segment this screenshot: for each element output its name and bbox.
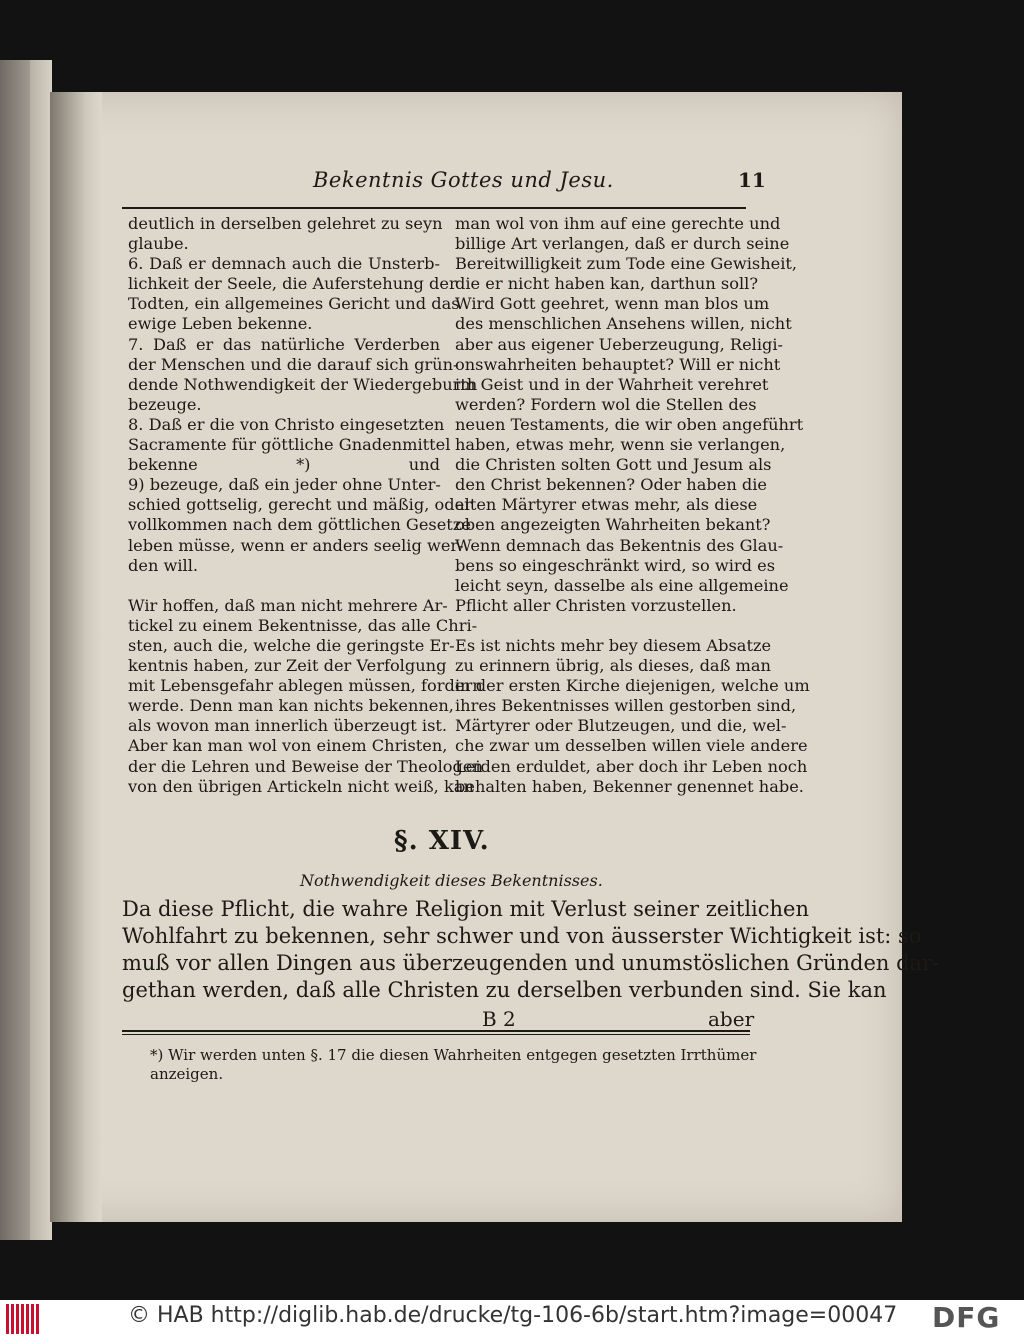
section-body xyxy=(122,896,940,1004)
right-column-line: die Christen solten Gott und Jesum als xyxy=(455,455,772,475)
page-number: 11 xyxy=(738,168,766,192)
right-column-line: che zwar um desselben willen viele andere xyxy=(455,736,808,756)
left-column-line: werde. Denn man kan nichts bekennen, xyxy=(128,696,454,716)
running-head: Bekentnis Gottes und Jesu. xyxy=(313,168,614,192)
left-column-line: 6. Daß er demnach auch die Unsterb- xyxy=(128,254,440,274)
right-column-line: bens so eingeschränkt wird, so wird es xyxy=(455,555,776,575)
section-body-line: gethan werden, daß alle Christen zu derselben verbunden sind. Sie kan xyxy=(122,978,887,1002)
right-column-line: haben, etwas mehr, wenn sie verlangen, xyxy=(455,435,786,455)
left-column-line: vollkommen nach dem göttlichen Gesetze xyxy=(128,515,471,535)
right-column-line: aber aus eigener Ueberzeugung, Religi- xyxy=(455,334,784,354)
left-column-line: ewige Leben bekenne. xyxy=(128,314,313,334)
footnote-rule-top xyxy=(122,1030,750,1032)
left-column-line: leben müsse, wenn er anders seelig wer- xyxy=(128,535,464,555)
left-column-line: schied gottselig, gerecht und mäßig, oder xyxy=(128,495,472,515)
left-column-line: 8. Daß er die von Christo eingesetzten xyxy=(128,414,445,434)
left-column-line: der die Lehren und Beweise der Theologen xyxy=(128,756,483,776)
right-column-line: den Christ bekennen? Oder haben die xyxy=(455,475,768,495)
left-column-line: 9) bezeuge, daß ein jeder ohne Unter- xyxy=(128,475,441,495)
right-column-line: billige Art verlangen, daß er durch seine xyxy=(455,234,790,254)
left-column-line xyxy=(128,576,440,596)
right-column xyxy=(455,214,810,797)
right-column-line xyxy=(455,616,752,636)
right-column-line: Wenn demnach das Bekentnis des Glau- xyxy=(455,535,784,555)
left-column-line: Todten, ein allgemeines Gericht und das xyxy=(128,294,460,314)
right-column-line: werden? Fordern wol die Stellen des xyxy=(455,394,757,414)
left-column-line: mit Lebensgefahr ablegen müssen, fordern xyxy=(128,676,483,696)
right-column-line: Pflicht aller Christen vorzustellen. xyxy=(455,595,737,615)
right-column-line: oben angezeigten Wahrheiten bekant? xyxy=(455,515,771,535)
right-column-line: onswahrheiten behauptet? Will er nicht xyxy=(455,354,781,374)
right-column-line: des menschlichen Ansehens willen, nicht xyxy=(455,314,792,334)
page-gutter-shadow xyxy=(50,92,102,1222)
left-column-line: Aber kan man wol von einem Christen, xyxy=(128,736,448,756)
right-column-line: in der ersten Kirche diejenigen, welche um xyxy=(455,676,810,696)
right-column-line: Bereitwilligkeit zum Tode eine Gewisheit, xyxy=(455,254,798,274)
previous-page-margin xyxy=(30,60,52,1240)
right-column-line: ihres Bekentnisses willen gestorben sind, xyxy=(455,696,797,716)
left-column-line: bezeuge. xyxy=(128,394,202,414)
right-column-line: Wird Gott geehret, wenn man blos um xyxy=(455,294,770,314)
left-column-line: dende Nothwendigkeit der Wiedergeburth xyxy=(128,374,478,394)
head-rule xyxy=(122,207,746,209)
footnote xyxy=(150,1046,756,1084)
left-column-line: der Menschen und die darauf sich grün- xyxy=(128,354,459,374)
section-body-line: muß vor allen Dingen aus überzeugenden und unumstöslichen Gründen dar- xyxy=(122,951,940,975)
left-column-line: den will. xyxy=(128,555,199,575)
left-column-line: lichkeit der Seele, die Auferstehung der xyxy=(128,274,457,294)
footnote-rule-bottom xyxy=(122,1034,750,1035)
copyright-link[interactable]: © HAB http://diglib.hab.de/drucke/tg-106-6b/start.htm?image=00047 xyxy=(128,1303,898,1328)
left-column-line: glaube. xyxy=(128,234,189,254)
signature-mark: B 2 xyxy=(482,1007,516,1031)
left-column-line: von den übrigen Artickeln nicht weiß, kan xyxy=(128,776,474,796)
right-column-line: Märtyrer oder Blutzeugen, und die, wel- xyxy=(455,716,787,736)
right-column-line: Leiden erduldet, aber doch ihr Leben noch xyxy=(455,756,808,776)
left-column-line: Wir hoffen, daß man nicht mehrere Ar- xyxy=(128,595,448,615)
right-column-line: alten Märtyrer etwas mehr, als diese xyxy=(455,495,758,515)
right-column-line: leicht seyn, dasselbe als eine allgemeine xyxy=(455,575,789,595)
left-column-line: sten, auch die, welche die geringste Er- xyxy=(128,635,455,655)
right-column-line: im Geist und in der Wahrheit verehret xyxy=(455,374,769,394)
left-column-line: Sacramente für göttliche Gnadenmittel xyxy=(128,435,451,455)
section-subheading: Nothwendigkeit dieses Bekentnisses. xyxy=(300,871,603,890)
left-column-line: 7. Daß er das natürliche Verderben xyxy=(128,334,440,354)
section-heading: §. XIV. xyxy=(394,826,490,856)
dfg-logo: DFG xyxy=(932,1301,1001,1334)
left-column-line: deutlich in derselben gelehret zu seyn xyxy=(128,214,443,233)
right-column-line: Es ist nichts mehr bey diesem Absatze xyxy=(455,635,772,655)
footnote-line: *) Wir werden unten §. 17 die diesen Wahrheiten entgegen gesetzten Irrthümer xyxy=(150,1046,757,1064)
left-column-line: kentnis haben, zur Zeit der Verfolgung xyxy=(128,656,447,676)
left-column-line: bekenne *) und xyxy=(128,455,440,475)
left-column xyxy=(128,214,483,797)
left-column-line: als wovon man innerlich überzeugt ist. xyxy=(128,716,448,736)
right-column-line: die er nicht haben kan, darthun soll? xyxy=(455,274,759,294)
left-column-line: tickel zu einem Bekentnisse, das alle Chri- xyxy=(128,615,478,635)
right-column-line: neuen Testaments, die wir oben angeführt xyxy=(455,414,804,434)
footnote-line: anzeigen. xyxy=(150,1065,224,1083)
right-column-line: zu erinnern übrig, als dieses, daß man xyxy=(455,656,771,676)
right-column-line: behalten haben, Bekenner genennet habe. xyxy=(455,776,804,796)
hab-barcode-logo xyxy=(6,1304,46,1334)
section-body-line: Wohlfahrt zu bekennen, sehr schwer und von äusserster Wichtigkeit ist: so xyxy=(122,924,922,948)
right-column-line: man wol von ihm auf eine gerechte und xyxy=(455,214,781,233)
section-body-line: Da diese Pflicht, die wahre Religion mit Verlust seiner zeitlichen xyxy=(122,897,810,921)
catchword: aber xyxy=(708,1007,755,1031)
